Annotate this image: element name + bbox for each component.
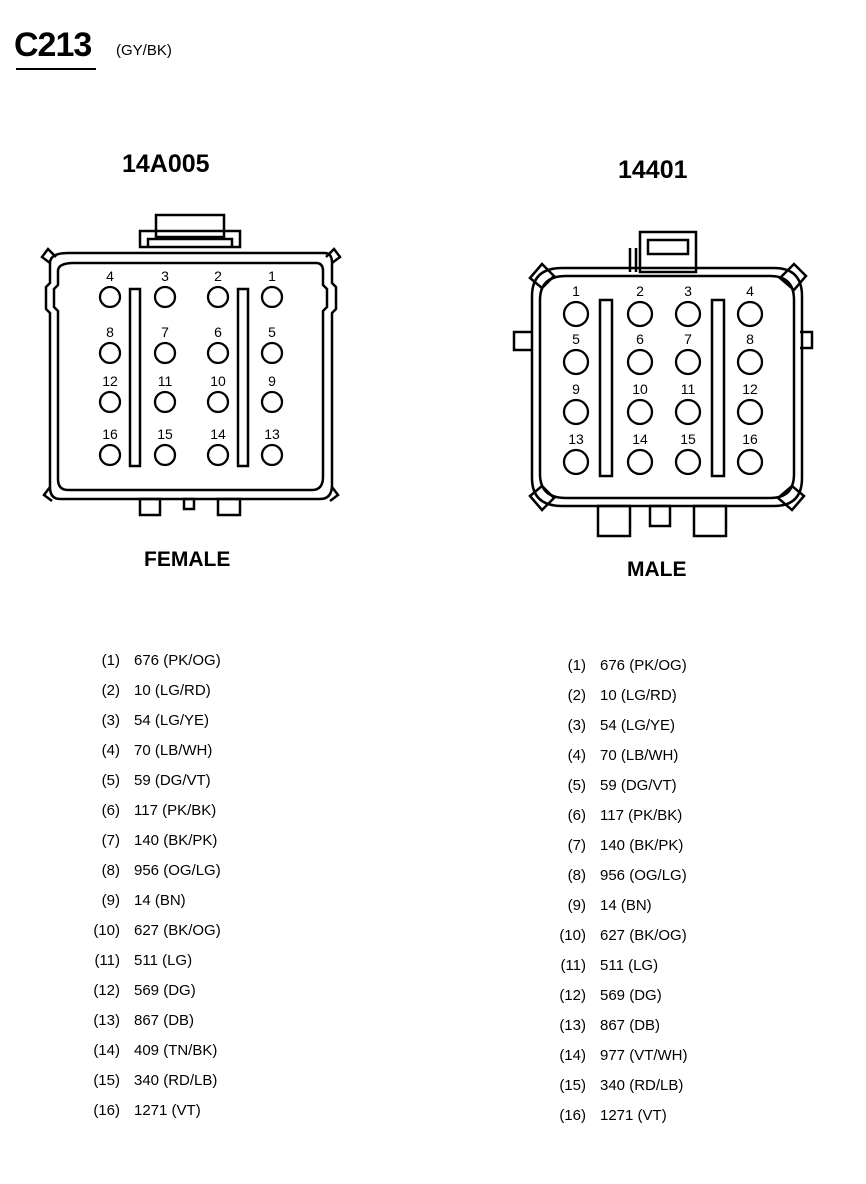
circuit-and-wire-color: 117 (PK/BK) [600,807,683,824]
female-cavity-number: 13 [264,426,280,442]
circuit-and-wire-color: 70 (LB/WH) [600,747,679,764]
female-cavity-number: 12 [102,373,118,389]
male-cavity [628,450,652,474]
female-cavity [100,287,120,307]
title-underline [16,68,96,70]
male-cavity-number: 11 [680,381,696,397]
pin-number: (1) [567,657,586,674]
circuit-and-wire-color: 409 (TN/BK) [134,1042,218,1059]
pin-number: (9) [101,892,120,909]
pin-number: (10) [93,922,120,939]
male-cavity-number: 10 [632,381,648,397]
female-cavity [155,287,175,307]
circuit-and-wire-color: 54 (LG/YE) [600,717,676,734]
circuit-and-wire-color: 140 (BK/PK) [600,837,684,854]
female-cavity-number: 10 [210,373,226,389]
pin-number: (1) [101,652,120,669]
female-cavity-number: 2 [214,268,222,284]
pin-number: (3) [101,712,120,729]
female-cavity [262,287,282,307]
pin-number: (6) [567,807,586,824]
male-cavity [564,450,588,474]
pin-number: (11) [94,952,120,969]
circuit-and-wire-color: 956 (OG/LG) [600,867,687,884]
circuit-and-wire-color: 867 (DB) [134,1012,195,1029]
circuit-and-wire-color: 54 (LG/YE) [134,712,210,729]
pin-number: (13) [93,1012,120,1029]
circuit-and-wire-color: 511 (LG) [600,957,659,974]
female-separator-bar [238,289,248,466]
pin-number: (3) [567,717,586,734]
male-cavity [676,450,700,474]
female-cavity-number: 8 [106,324,114,340]
pin-number: (15) [559,1077,586,1094]
female-cavity [208,343,228,363]
pin-number: (7) [567,837,586,854]
pin-number: (8) [567,867,586,884]
female-label: FEMALE [144,548,231,571]
female-cavity-number: 7 [161,324,169,340]
male-cavity [738,450,762,474]
male-separator-bar [600,300,612,476]
male-cavity-number: 9 [572,381,580,397]
female-part-number: 14A005 [122,150,210,178]
circuit-and-wire-color: 14 (BN) [600,897,652,914]
female-cavity-number: 4 [106,268,114,284]
circuit-and-wire-color: 59 (DG/VT) [600,777,677,794]
circuit-and-wire-color: 511 (LG) [134,952,193,969]
male-cavity [564,302,588,326]
circuit-and-wire-color: 340 (RD/LB) [134,1072,218,1089]
female-cavity-number: 1 [268,268,276,284]
male-cavity-number: 2 [636,283,644,299]
female-cavity [262,343,282,363]
male-cavity-number: 7 [684,331,692,347]
female-cavity [155,343,175,363]
female-cavity-number: 11 [157,373,173,389]
male-cavity [738,350,762,374]
female-cavity-number: 6 [214,324,222,340]
male-cavity-number: 4 [746,283,754,299]
circuit-and-wire-color: 10 (LG/RD) [600,687,677,704]
pin-number: (6) [101,802,120,819]
male-cavity-number: 13 [568,431,584,447]
male-cavity-number: 12 [742,381,758,397]
pin-number: (10) [559,927,586,944]
male-cavity [628,302,652,326]
male-cavity [738,302,762,326]
circuit-and-wire-color: 1271 (VT) [134,1102,201,1119]
female-cavity-number: 15 [157,426,173,442]
male-label: MALE [627,558,687,581]
female-cavity [100,392,120,412]
female-cavity [208,392,228,412]
pin-number: (7) [101,832,120,849]
female-cavity [262,445,282,465]
pin-number: (16) [559,1107,586,1124]
circuit-and-wire-color: 676 (PK/OG) [600,657,687,674]
circuit-and-wire-color: 627 (BK/OG) [134,922,221,939]
female-latch [156,215,224,237]
pin-number: (16) [93,1102,120,1119]
pin-number: (4) [567,747,586,764]
male-cavity-number: 6 [636,331,644,347]
male-cavity [628,350,652,374]
pin-number: (2) [567,687,586,704]
female-cavity-number: 14 [210,426,226,442]
pin-number: (13) [559,1017,586,1034]
pin-number: (2) [101,682,120,699]
circuit-and-wire-color: 627 (BK/OG) [600,927,687,944]
female-body-outline [46,253,336,499]
circuit-and-wire-color: 117 (PK/BK) [134,802,217,819]
circuit-and-wire-color: 14 (BN) [134,892,186,909]
circuit-and-wire-color: 569 (DG) [134,982,196,999]
pin-number: (14) [93,1042,120,1059]
male-cavity-number: 15 [680,431,696,447]
female-connector-diagram [40,205,350,525]
male-cavity [676,350,700,374]
male-cavity [738,400,762,424]
pin-number: (12) [559,987,586,1004]
circuit-and-wire-color: 977 (VT/WH) [600,1047,688,1064]
circuit-and-wire-color: 10 (LG/RD) [134,682,211,699]
female-cavity [100,343,120,363]
male-cavity-number: 5 [572,331,580,347]
male-cavity [564,350,588,374]
connector-color-code: (GY/BK) [116,42,172,59]
pin-number: (5) [567,777,586,794]
circuit-and-wire-color: 1271 (VT) [600,1107,667,1124]
pin-number: (11) [560,957,586,974]
circuit-and-wire-color: 867 (DB) [600,1017,661,1034]
male-cavity [676,400,700,424]
male-cavity-number: 8 [746,331,754,347]
male-cavity [564,400,588,424]
pin-number: (8) [101,862,120,879]
female-cavity [262,392,282,412]
female-cavity-number: 3 [161,268,169,284]
male-cavity-number: 1 [572,283,580,299]
circuit-and-wire-color: 70 (LB/WH) [134,742,213,759]
circuit-and-wire-color: 569 (DG) [600,987,662,1004]
female-cavity [208,445,228,465]
female-cavity-number: 16 [102,426,118,442]
circuit-and-wire-color: 140 (BK/PK) [134,832,218,849]
female-cavity-number: 5 [268,324,276,340]
male-cavity [628,400,652,424]
male-cavity [676,302,700,326]
circuit-and-wire-color: 59 (DG/VT) [134,772,211,789]
female-cavity [155,392,175,412]
female-cavity [155,445,175,465]
male-separator-bar [712,300,724,476]
circuit-and-wire-color: 340 (RD/LB) [600,1077,684,1094]
female-cavity [100,445,120,465]
male-cavity-number: 14 [632,431,648,447]
pin-number: (4) [101,742,120,759]
pin-number: (5) [101,772,120,789]
circuit-and-wire-color: 676 (PK/OG) [134,652,221,669]
pin-number: (15) [93,1072,120,1089]
male-cavity-number: 16 [742,431,758,447]
female-cavity [208,287,228,307]
male-cavity-number: 3 [684,283,692,299]
connector-id: C213 [14,26,92,64]
pin-number: (9) [567,897,586,914]
female-separator-bar [130,289,140,466]
pin-number: (12) [93,982,120,999]
female-cavity-number: 9 [268,373,276,389]
pin-number: (14) [559,1047,586,1064]
male-part-number: 14401 [618,156,688,184]
male-connector-diagram [508,228,818,548]
circuit-and-wire-color: 956 (OG/LG) [134,862,221,879]
